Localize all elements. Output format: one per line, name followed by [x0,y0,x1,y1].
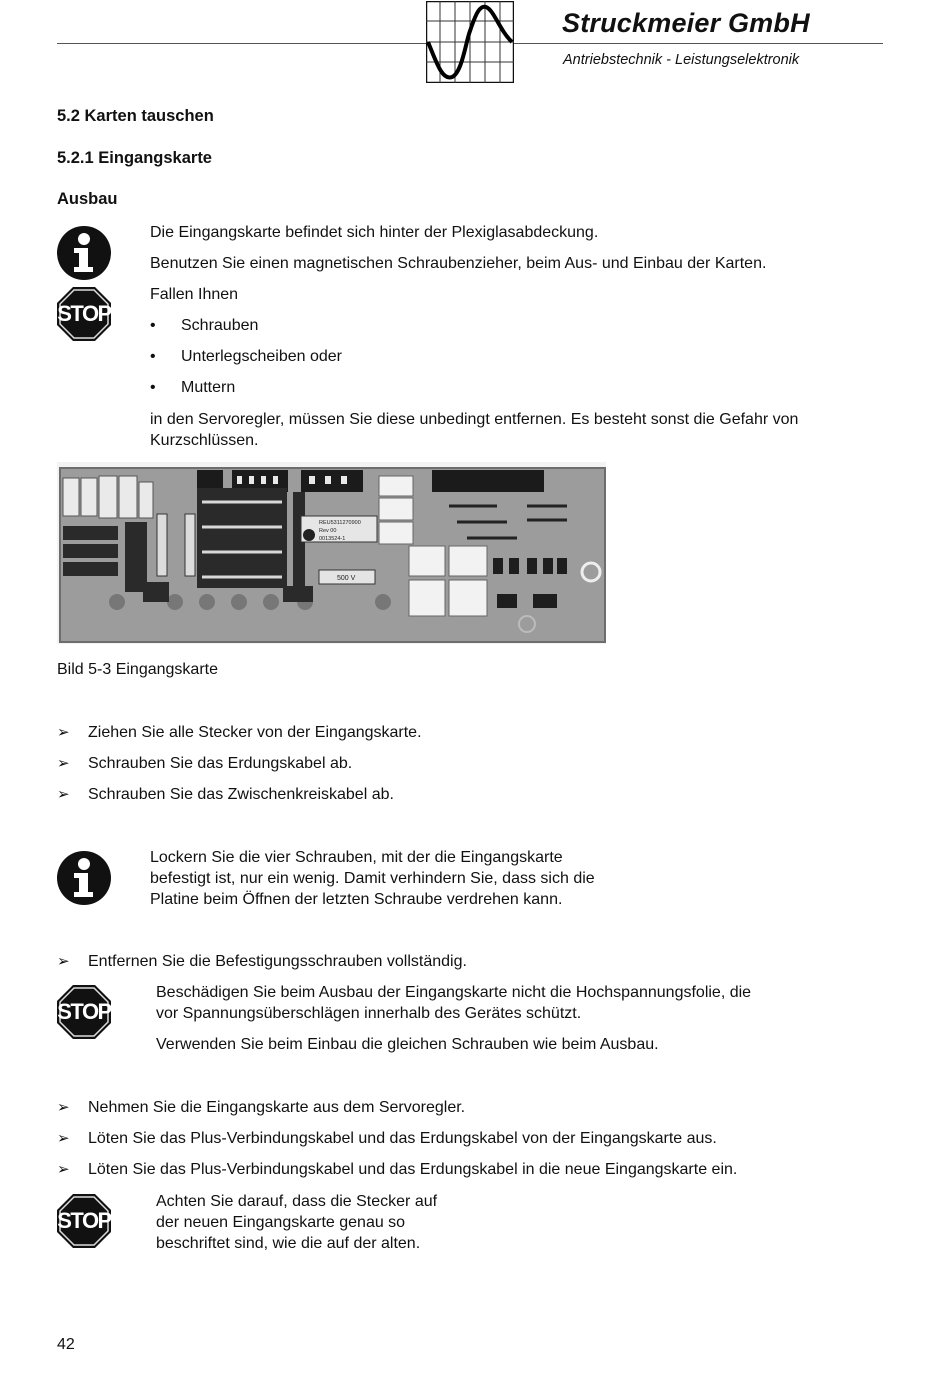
stop-note-line-3: beschriftet sind, wie die auf der alten. [156,1235,421,1252]
page-number: 42 [57,1336,75,1353]
stop-sign-text: STOP [57,301,111,326]
company-name: Struckmeier GmbH [562,8,810,38]
stop-note-line-3: Verwenden Sie beim Einbau die gleichen Schrauben wie beim Ausbau. [156,1036,659,1053]
arrow-bullet-icon: ➢ [57,1161,70,1178]
company-tagline: Antriebstechnik - Leistungselektronik [563,52,800,68]
stop-note-line-1: Beschädigen Sie beim Ausbau der Eingangskarte nicht die Hochspannungsfolie, die [156,984,752,1001]
stop-note-line-1: Achten Sie darauf, dass die Stecker auf [156,1193,438,1210]
step-item: Schrauben Sie das Erdungskabel ab. [88,755,353,772]
bullet-icon: • [150,348,156,365]
intro-line-4: in den Servoregler, müssen Sie diese unbedingt entfernen. Es besteht sonst die Gefahr von [150,411,799,428]
arrow-bullet-icon: ➢ [57,1130,70,1147]
step-item: Schrauben Sie das Zwischenkreiskabel ab. [88,786,394,803]
stop-sign-text: STOP [57,999,111,1024]
arrow-bullet-icon: ➢ [57,953,70,970]
arrow-bullet-icon: ➢ [57,755,70,772]
intro-line-5: Kurzschlüssen. [150,432,259,449]
arrow-bullet-icon: ➢ [57,786,70,803]
step-item: Nehmen Sie die Eingangskarte aus dem Servoregler. [88,1099,466,1116]
stop-sign-icon [56,286,112,342]
intro-line-1: Die Eingangskarte befindet sich hinter der Plexiglasabdeckung. [150,224,599,241]
ausbau-heading: Ausbau [57,190,118,208]
intro-line-2: Benutzen Sie einen magnetischen Schraubenzieher, beim Aus- und Einbau der Karten. [150,255,767,272]
stop-note-line-2: vor Spannungsüberschlägen innerhalb des Gerätes schützt. [156,1005,582,1022]
bullet-icon: • [150,379,156,396]
arrow-bullet-icon: ➢ [57,724,70,741]
stop-sign-icon [56,1193,112,1249]
arrow-bullet-icon: ➢ [57,1099,70,1116]
step-item: Löten Sie das Plus-Verbindungskabel und das Erdungskabel von der Eingangskarte aus. [88,1130,717,1147]
info-note-line-1: Lockern Sie die vier Schrauben, mit der die Eingangskarte [150,849,563,866]
figure-caption: Bild 5-3 Eingangskarte [57,661,218,678]
info-note-line-2: befestigt ist, nur ein wenig. Damit verhindern Sie, dass sich die [150,870,595,887]
step-item: Ziehen Sie alle Stecker von der Eingangskarte. [88,724,422,741]
company-logo [426,1,514,83]
bullet-icon: • [150,317,156,334]
sticker-code: REU5311270900 [319,520,361,526]
intro-line-3: Fallen Ihnen [150,286,239,303]
sticker-rev: Rev 00 [319,528,337,534]
step-item: Entfernen Sie die Befestigungsschrauben vollständig. [88,953,467,970]
section-title: 5.2 Karten tauschen [57,107,214,125]
info-icon [56,850,112,906]
info-icon [56,225,112,281]
bullet-item: Unterlegscheiben oder [181,348,342,365]
subsection-title: 5.2.1 Eingangskarte [57,149,212,167]
stop-sign-text: STOP [57,1208,111,1233]
bullet-item: Schrauben [181,317,259,334]
fuse-label: 500 V [337,575,356,582]
step-item: Löten Sie das Plus-Verbindungskabel und das Erdungskabel in die neue Eingangskarte ein. [88,1161,738,1178]
stop-sign-icon [56,984,112,1040]
stop-note-line-2: der neuen Eingangskarte genau so [156,1214,406,1231]
bullet-item: Muttern [181,379,236,396]
info-note-line-3: Platine beim Öffnen der letzten Schraube verdrehen kann. [150,891,563,908]
sticker-number: 0013524-1 [319,536,346,542]
circuit-board-photo [57,462,606,644]
